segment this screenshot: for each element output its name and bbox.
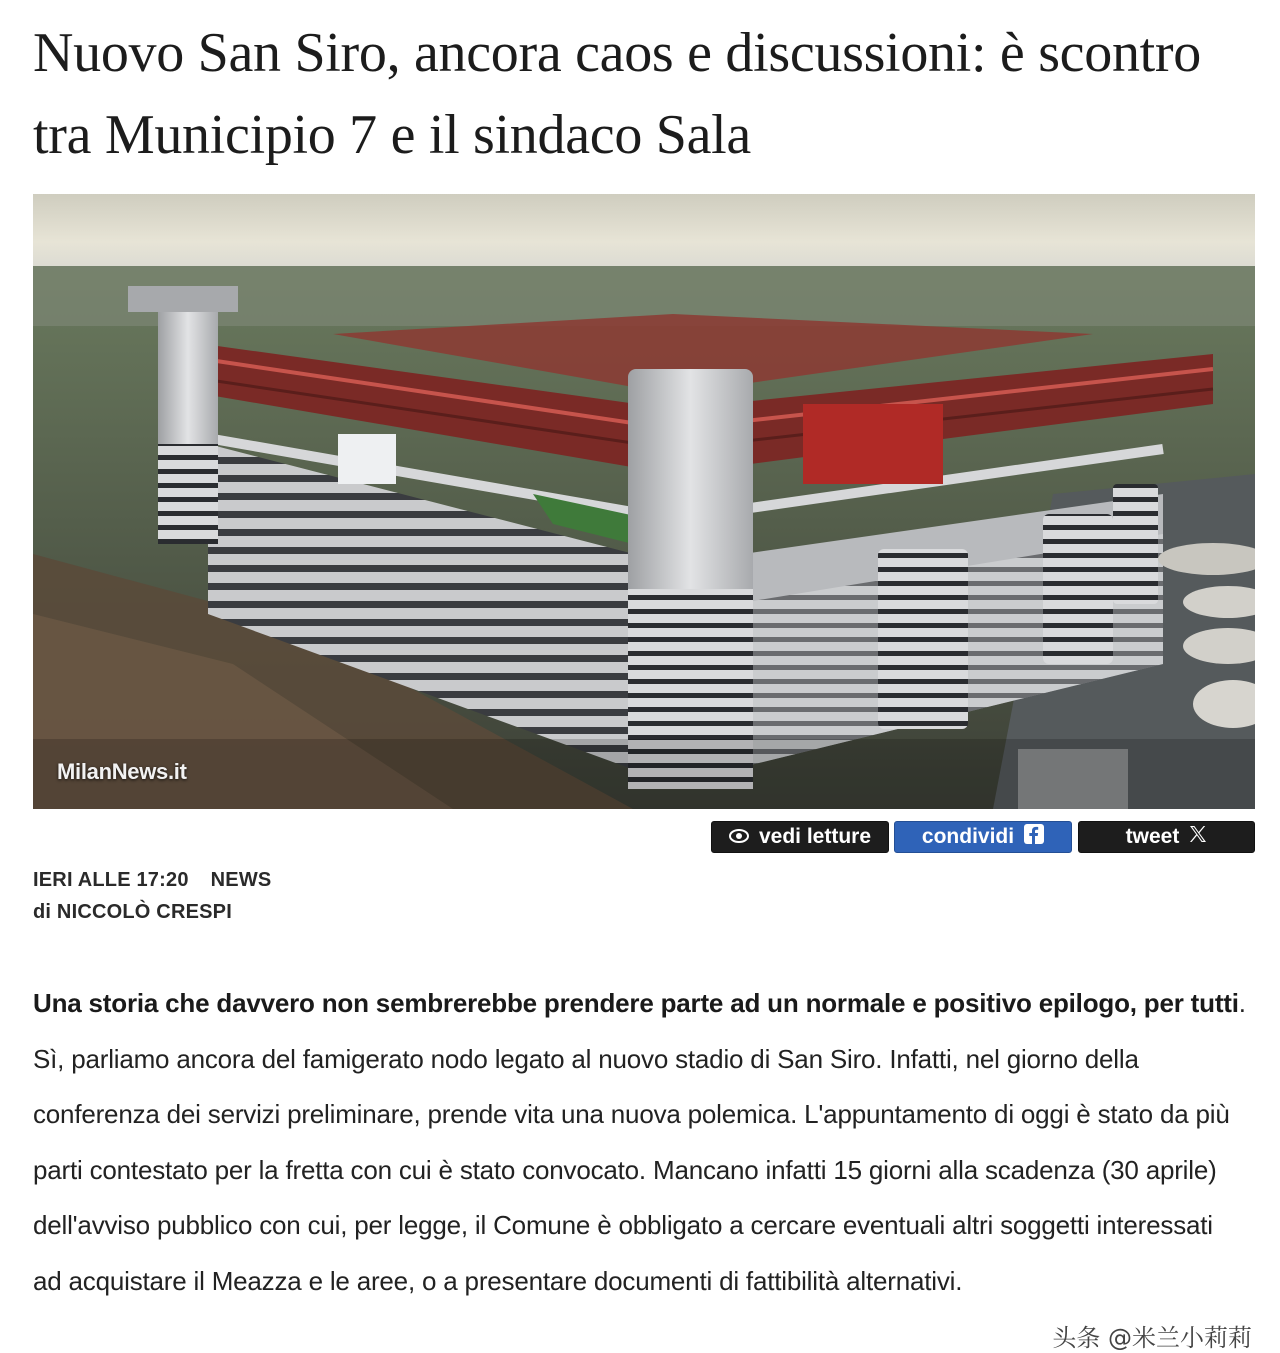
article-meta bbox=[33, 869, 271, 892]
article-body-text: . Sì, parliamo ancora del famigerato nodo legato al nuovo stadio di San Siro. Infatti, nel giorno della conferenza dei servizi preliminare, prende vita una nuova polemica. L'appuntamento di oggi è stato da più parti contestato per la fretta con cui è stato convocato. Mancano infatti 15 giorni alla scadenza (30 aprile) dell'avviso pubblico con cui, per legge, il Comune è obbligato a cercare eventuali altri soggetti interessati ad acquistare il Meazza e le aree, o a presentare documenti di fattibilità alternativi. bbox=[33, 988, 1246, 1296]
article-date: IERI ALLE 17:20 bbox=[33, 869, 189, 891]
source-watermark: 头条 @米兰小莉莉 bbox=[1052, 1324, 1252, 1352]
facebook-icon bbox=[1024, 824, 1044, 850]
x-logo-icon bbox=[1189, 825, 1207, 849]
article-author[interactable]: di NICCOLÒ CRESPI bbox=[33, 901, 232, 923]
vedi-letture-button[interactable] bbox=[711, 821, 889, 853]
article-category[interactable]: NEWS bbox=[210, 869, 272, 891]
tweet-button[interactable] bbox=[1078, 821, 1255, 853]
article-lead: Una storia che davvero non sembrerebbe prendere parte ad un normale e positivo epilogo, per tutti bbox=[33, 988, 1239, 1018]
condividi-label: condividi bbox=[921, 825, 1015, 848]
stadium-photo bbox=[33, 194, 1255, 809]
image-watermark: MilanNews.it bbox=[57, 759, 187, 784]
article-title: Nuovo San Siro, ancora caos e discussioni: è scontro tra Municipio 7 e il sindaco Sala bbox=[33, 22, 1201, 166]
article-image bbox=[33, 194, 1255, 809]
vedi-letture-label: vedi letture bbox=[758, 825, 872, 848]
eye-icon bbox=[729, 825, 749, 849]
condividi-button[interactable] bbox=[894, 821, 1072, 853]
article-body bbox=[33, 976, 1248, 1309]
tweet-label: tweet bbox=[1125, 825, 1180, 848]
